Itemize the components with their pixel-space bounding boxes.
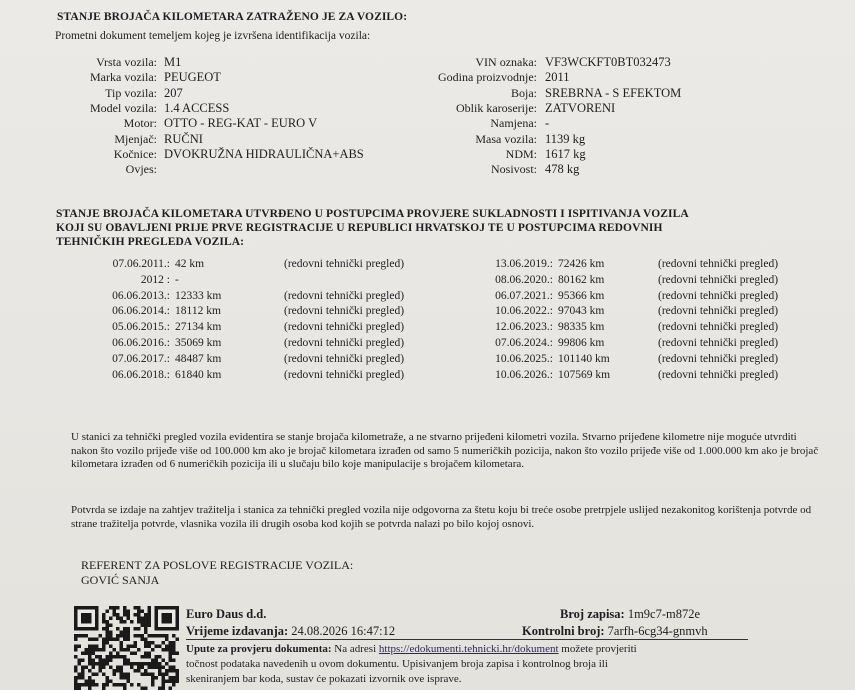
- vehicle-right-value: VF3WCKFT0BT032473: [545, 55, 671, 69]
- vehicle-right-value: 478 kg: [545, 162, 580, 177]
- section2-title-line3: TEHNIČKIH PREGLEDA VOZILA:: [56, 236, 245, 248]
- vehicle-left-label: Vrsta vozila:: [96, 55, 157, 69]
- reading-type: (redovni tehnički pregled): [284, 289, 405, 302]
- reading-type: (redovni tehnički pregled): [284, 305, 405, 318]
- reading-date: 06.06.2016.:: [112, 337, 170, 349]
- record-number: [560, 607, 700, 622]
- verify-line-2: točnost podataka navedenih u ovom dokumentu. Upisivanjem broja zapisa i kontrolnog broja ili: [186, 658, 608, 670]
- reading-km: 12333 km: [175, 289, 222, 302]
- vehicle-left-value: 207: [164, 85, 183, 100]
- reading-type: (redovni tehnički pregled): [284, 337, 405, 349]
- vehicle-left-value: PEUGEOT: [164, 70, 221, 85]
- reading-date: 10.06.2022.:: [495, 305, 553, 318]
- reading-date: 08.06.2020.:: [495, 273, 553, 286]
- vehicle-left-value: OTTO - REG-KAT - EURO V: [164, 116, 318, 131]
- reading-km: 99806 km: [558, 337, 605, 349]
- vehicle-right-value: -: [545, 116, 550, 131]
- verify-line-3: skeniranjem bar koda, sustav će pokazati izvornik ove isprave.: [186, 673, 462, 685]
- section2-title-line1: STANJE BROJAČA KILOMETARA UTVRĐENO U POSTUPCIMA PROVJERE SUKLADNOSTI I ISPITIVANJA VOZILA: [56, 208, 689, 220]
- issued-row: [186, 624, 748, 640]
- vehicle-right-label: Godina proizvodnje:: [438, 70, 537, 85]
- vehicle-right-value: 1617 kg: [545, 146, 586, 161]
- reading-date: 12.06.2023.:: [495, 321, 553, 334]
- reading-type: (redovni tehnički pregled): [658, 321, 779, 334]
- reading-km: 42 km: [175, 258, 205, 270]
- reading-type: (redovni tehnički pregled): [658, 368, 779, 381]
- vehicle-right-label: Namjena:: [490, 116, 537, 131]
- record-number-label: Broj zapisa:: [560, 607, 625, 621]
- reading-date: 07.06.2017.:: [112, 352, 170, 365]
- vehicle-right-label: VIN oznaka:: [475, 55, 537, 69]
- control-number-value: 7arfh-6cg34-gnmvh: [607, 624, 708, 638]
- vehicle-right-value: 2011: [545, 70, 570, 85]
- vehicle-right-label: NDM:: [505, 146, 537, 161]
- reading-km: 27134 km: [175, 321, 222, 334]
- reading-date: 13.06.2019.:: [495, 258, 553, 270]
- liability-paragraph: Potvrda se izdaje na zahtjev tražitelja i stanica za tehnički pregled vozila nije odgovorna za štetu koju bi treće osobe pretrpjele uslijed nezakonitog korištenja potvrde od strane tražitelja potvrde, vlasnika vozila ili drugih osoba kod kojih se potvrda nalazi po bilo kojoj osnovi.: [71, 504, 812, 530]
- reading-type: (redovni tehnički pregled): [658, 273, 779, 286]
- document-subtitle: Prometni dokument temeljem kojeg je izvršena identifikacija vozila:: [55, 30, 371, 42]
- vehicle-left-label: Model vozila:: [90, 100, 157, 115]
- reading-date: 06.06.2013.:: [112, 289, 170, 302]
- referent-name: GOVIĆ SANJA: [81, 573, 160, 587]
- vehicle-right-label: Oblik karoserije:: [456, 100, 537, 115]
- reading-km: 18112 km: [175, 305, 221, 318]
- document-title: STANJE BROJAČA KILOMETARA ZATRAŽENO JE ZA VOZILO:: [57, 11, 408, 23]
- vehicle-right-value: SREBRNA - S EFEKTOM: [545, 85, 682, 100]
- disclaimer-paragraph: U stanici za tehnički pregled vozila evidentira se stanje brojača kilometraže, a ne stvarno prijeđeni kilometri vozila. Stvarno prijeđene kilometre nije moguće utvrditi nakon što vozilo prijeđe više od 100.000 km ako je brojač kilometara izrađen od samo 5 numeričkih pozicija, nakon što vozilo prijeđe više od 1.000.000 km ako je brojač kilometara izrađen od 6 numeričkih pozicija ili u slučaju bilo koje manipulacije s brojačem kilometara.: [71, 431, 819, 470]
- reading-type: (redovni tehnički pregled): [284, 321, 405, 334]
- vehicle-right-value: 1139 kg: [545, 131, 586, 146]
- reading-km: -: [175, 273, 179, 286]
- reading-km: 97043 km: [558, 305, 605, 318]
- reading-km: 101140 km: [558, 352, 610, 365]
- issuer-name: Euro Daus d.d.: [186, 607, 267, 621]
- vehicle-right-label: Boja:: [511, 85, 537, 100]
- vehicle-left-label: Kočnice:: [113, 146, 157, 161]
- record-number-value: 1m9c7-m872e: [627, 607, 701, 621]
- reading-type: (redovni tehnički pregled): [658, 305, 779, 318]
- reading-date: 10.06.2025.:: [495, 352, 553, 365]
- reading-date: 07.06.2024.:: [495, 337, 553, 349]
- vehicle-left-label: Ovjes:: [125, 162, 157, 177]
- verify-text-2: možete provjeriti: [558, 643, 637, 655]
- reading-km: 107569 km: [558, 368, 611, 381]
- reading-type: (redovni tehnički pregled): [658, 352, 779, 365]
- reading-km: 35069 km: [175, 337, 222, 349]
- reading-date: 10.06.2026.:: [495, 368, 553, 381]
- reading-km: 61840 km: [175, 368, 222, 381]
- reading-date: 06.07.2021.:: [495, 289, 553, 302]
- reading-date: 07.06.2011.:: [112, 258, 170, 270]
- verify-label: Upute za provjeru dokumenta:: [186, 643, 332, 655]
- issued-value: 24.08.2026 16:47:12: [291, 624, 396, 638]
- vehicle-left-label: Marka vozila:: [90, 70, 157, 85]
- vehicle-left-value: M1: [164, 55, 182, 69]
- reading-type: (redovni tehnički pregled): [658, 289, 779, 302]
- control-number: [522, 624, 708, 639]
- reading-type: (redovni tehnički pregled): [284, 368, 405, 381]
- vehicle-left-label: Motor:: [123, 116, 157, 131]
- verify-link[interactable]: https://edokumenti.tehnicki.hr/dokument: [378, 643, 559, 655]
- vehicle-right-label: Masa vozila:: [475, 131, 537, 146]
- vehicle-left-label: Mjenjač:: [114, 131, 157, 146]
- qr-code[interactable]: [74, 606, 180, 690]
- reading-km: 95366 km: [558, 289, 605, 302]
- reading-km: 48487 km: [175, 352, 222, 365]
- referent-title: REFERENT ZA POSLOVE REGISTRACIJE VOZILA:: [81, 558, 354, 572]
- issued-label: Vrijeme izdavanja:: [186, 624, 289, 638]
- vehicle-right-value: ZATVORENI: [545, 100, 616, 115]
- reading-type: (redovni tehnički pregled): [284, 352, 405, 365]
- vehicle-left-value: RUČNI: [164, 131, 203, 146]
- control-number-label: Kontrolni broj:: [522, 624, 605, 638]
- verify-line-1: [186, 643, 637, 655]
- reading-type: (redovni tehnički pregled): [658, 337, 779, 349]
- reading-date: 06.06.2014.:: [112, 305, 170, 318]
- reading-km: 72426 km: [558, 258, 605, 270]
- reading-km: 80162 km: [558, 273, 605, 286]
- vehicle-left-value: DVOKRUŽNA HIDRAULIČNA+ABS: [164, 146, 364, 161]
- verify-text-1: Na adresi: [331, 643, 379, 655]
- reading-date: 06.06.2018.:: [112, 368, 170, 381]
- reading-type: (redovni tehnički pregled): [658, 258, 779, 270]
- reading-date: 2012 :: [140, 273, 170, 286]
- vehicle-right-label: Nosivost:: [490, 162, 537, 177]
- reading-km: 98335 km: [558, 321, 605, 334]
- vehicle-left-label: Tip vozila:: [105, 85, 157, 100]
- section2-title-line2: KOJI SU OBAVLJENI PRIJE PRVE REGISTRACIJE U REPUBLICI HRVATSKOJ TE U POSTUPCIMA REDOVNIH: [56, 222, 663, 234]
- reading-date: 05.06.2015.:: [112, 321, 170, 334]
- vehicle-left-value: 1.4 ACCESS: [164, 100, 230, 115]
- reading-type: (redovni tehnički pregled): [284, 258, 405, 270]
